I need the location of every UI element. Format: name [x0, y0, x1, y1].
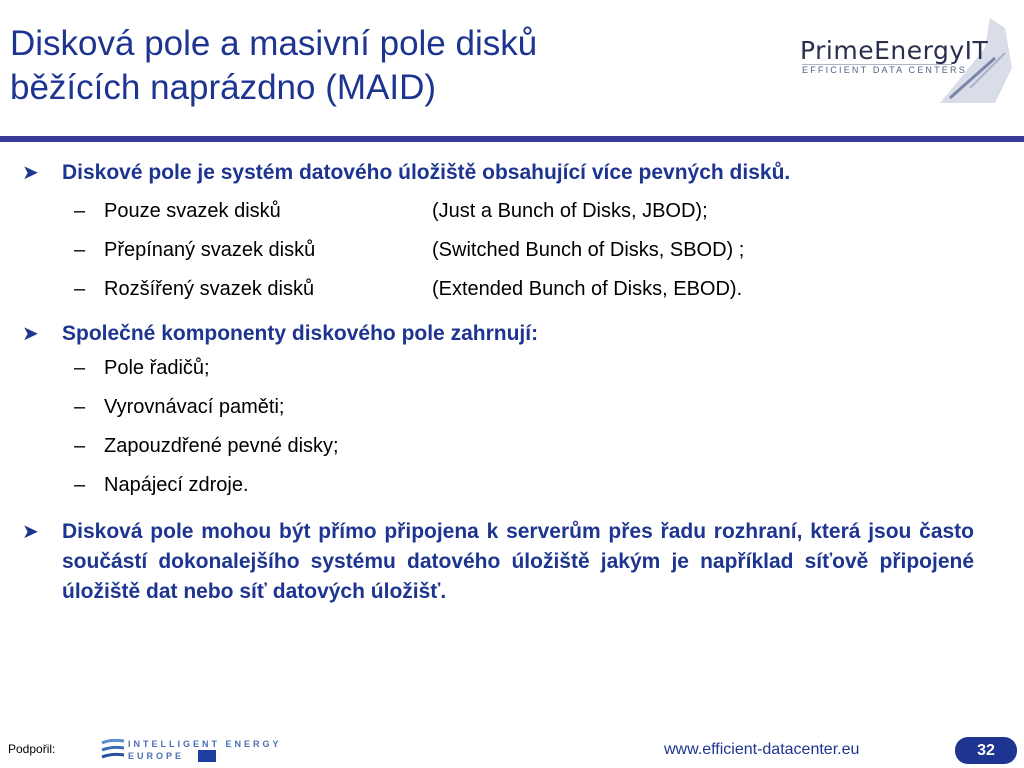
sub-item: [22, 427, 974, 466]
bullet-text: Společné komponenty diskového pole zahrnují:: [62, 322, 539, 345]
footer-url[interactable]: www.efficient-datacenter.eu: [664, 741, 860, 758]
intelligent-energy-europe-logo: [100, 736, 300, 764]
iee-swoosh-icon: [100, 737, 126, 763]
slide-body: [22, 158, 974, 607]
sub-item: [22, 349, 974, 388]
primeenergyit-logo: [790, 8, 1020, 118]
logo-name: PrimeEnergyIT: [800, 36, 989, 65]
eu-flag-icon: [198, 750, 216, 762]
sub-item: [22, 466, 974, 505]
sub-item-detail: (Switched Bunch of Disks, SBOD) ;: [432, 239, 745, 261]
sub-item: [22, 231, 974, 270]
arrow-bullet-icon: ➤: [22, 162, 39, 184]
bullet-disk-array: [22, 158, 974, 188]
sub-item-label: Rozšířený svazek disků: [104, 278, 315, 300]
sub-item: [22, 388, 974, 427]
sub-item-detail: (Extended Bunch of Disks, EBOD).: [432, 278, 743, 300]
title-divider: [0, 136, 1024, 142]
sub-item-detail: (Just a Bunch of Disks, JBOD);: [432, 200, 708, 222]
bullet-text: Disková pole mohou být přímo připojena k serverům přes řadu rozhraní, která jsou často součástí dokonalejšího systému datového úložiště jakým je například síťově připojené úložiště dat nebo síť datových úložišť.: [62, 520, 974, 603]
bullet-text: Diskové pole je systém datového úložiště obsahující více pevných disků.: [62, 161, 791, 184]
page-number-badge: 32: [955, 737, 1017, 764]
dash-icon: –: [74, 474, 86, 496]
arrow-bullet-icon: ➤: [22, 521, 39, 543]
sub-item-label: Přepínaný svazek disků: [104, 239, 316, 261]
sub-item-label: Pole řadičů;: [104, 357, 210, 379]
sub-item-label: Zapouzdřené pevné disky;: [104, 435, 339, 457]
slide-title: [10, 22, 710, 110]
sub-item-label: Vyrovnávací paměti;: [104, 396, 285, 418]
bullet-connection: [22, 517, 974, 607]
bullet-components: [22, 319, 974, 349]
slide-title-line-1: Disková pole a masivní pole disků: [10, 24, 538, 63]
sub-item-label: Pouze svazek disků: [104, 200, 281, 222]
iee-line-1: INTELLIGENT ENERGY: [128, 739, 282, 749]
footer-supported-by: Podpořil:: [8, 742, 56, 756]
sub-item: [22, 192, 974, 231]
arrow-bullet-icon: ➤: [22, 323, 39, 345]
sub-item-label: Napájecí zdroje.: [104, 474, 249, 496]
sub-item: [22, 270, 974, 309]
dash-icon: –: [74, 357, 86, 379]
dash-icon: –: [74, 200, 86, 222]
logo-tagline: EFFICIENT DATA CENTERS: [802, 65, 967, 75]
dash-icon: –: [74, 239, 86, 261]
dash-icon: –: [74, 435, 86, 457]
iee-line-2: EUROPE: [128, 751, 185, 761]
dash-icon: –: [74, 278, 86, 300]
slide-title-line-2: běžících naprázdno (MAID): [10, 68, 437, 107]
dash-icon: –: [74, 396, 86, 418]
